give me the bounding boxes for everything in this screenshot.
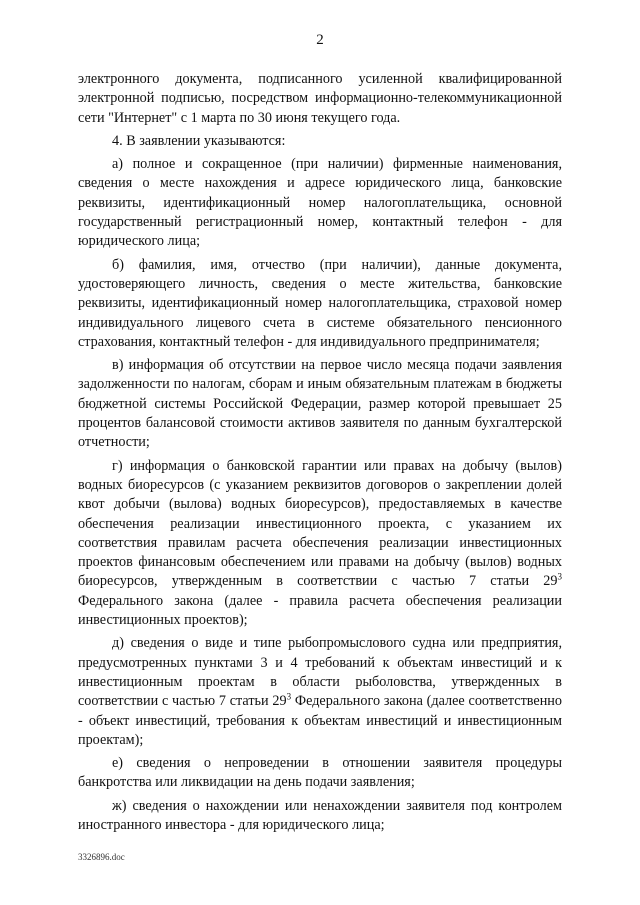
paragraph-v: в) информация об отсутствии на первое число месяца подачи заявления задолженности по налогам, сборам и иным обязательным платежам в бюджеты бюджетной системы Российской Федерации, размер которой превышает 25 процентов балансовой стоимости активов заявителя по данным бухгалтерской отчетности; <box>78 357 562 451</box>
paragraph-d-text-end: Федерального закона (далее соответственно - объект инвестиций, требования к объектам инвестиций и инвестиционным проектам); <box>78 693 562 748</box>
paragraph-g-text: г) информация о банковской гарантии или правах на добычу (вылов) водных биоресурсов (с указанием реквизитов договоров о закреплении долей квот добычи (вылова) водных биоресурсов), предоставляемых в качестве обеспечения реализации инвестиционного проекта, с указанием их соответствия правилам расчета обеспечения реализации инвестиционных проектов финансовым обеспечением или правами на добычу (вылов) водных биоресурсов, утвержденным в соответствии с частью 7 статьи 29 <box>78 457 562 590</box>
paragraph-a: а) полное и сокращенное (при наличии) фирменные наименования, сведения о месте нахождения и адресе юридического лица, банковские реквизиты, идентификационный номер налогоплательщика, основной государственный регистрационный номер, контактный телефон - для юридического лица; <box>78 156 562 250</box>
page-number: 2 <box>316 32 324 48</box>
document-body <box>78 70 562 839</box>
paragraph-b: б) фамилия, имя, отчество (при наличии), данные документа, удостоверяющего личность, сведения о месте жительства, банковские реквизиты, идентификационный номер налогоплательщика, страховой номер индивидуального лицевого счета в системе обязательного пенсионного страхования, контактный телефон - для индивидуального предпринимателя; <box>78 256 562 350</box>
superscript: 3 <box>286 691 292 702</box>
paragraph-continuation: электронного документа, подписанного усиленной квалифицированной электронной подписью, посредством информационно-телекоммуникационной сети "Интернет" с 1 марта по 30 июня текущего года. <box>78 71 562 126</box>
paragraph-g <box>78 457 562 631</box>
paragraph-item-4: 4. В заявлении указываются: <box>112 132 286 149</box>
superscript: 3 <box>557 571 562 582</box>
paragraph-e: е) сведения о непроведении в отношении заявителя процедуры банкротства или ликвидации на день подачи заявления; <box>78 755 562 791</box>
paragraph-g-text-end: Федерального закона (далее - правила расчета обеспечения реализации инвестиционных проектов); <box>78 592 562 629</box>
paragraph-zh: ж) сведения о нахождении или ненахождении заявителя под контролем иностранного инвестора - для юридического лица; <box>78 797 562 833</box>
paragraph-d <box>78 634 562 750</box>
paragraph-d-text: д) сведения о виде и типе рыбопромыслового судна или предприятия, предусмотренных пунктами 3 и 4 требований к объектам инвестиций и к инвестиционным проектам в области рыболовства, утвержденных в соответствии с частью 7 статьи 29 <box>78 635 562 710</box>
file-name-footer: 3326896.doc <box>78 852 125 862</box>
